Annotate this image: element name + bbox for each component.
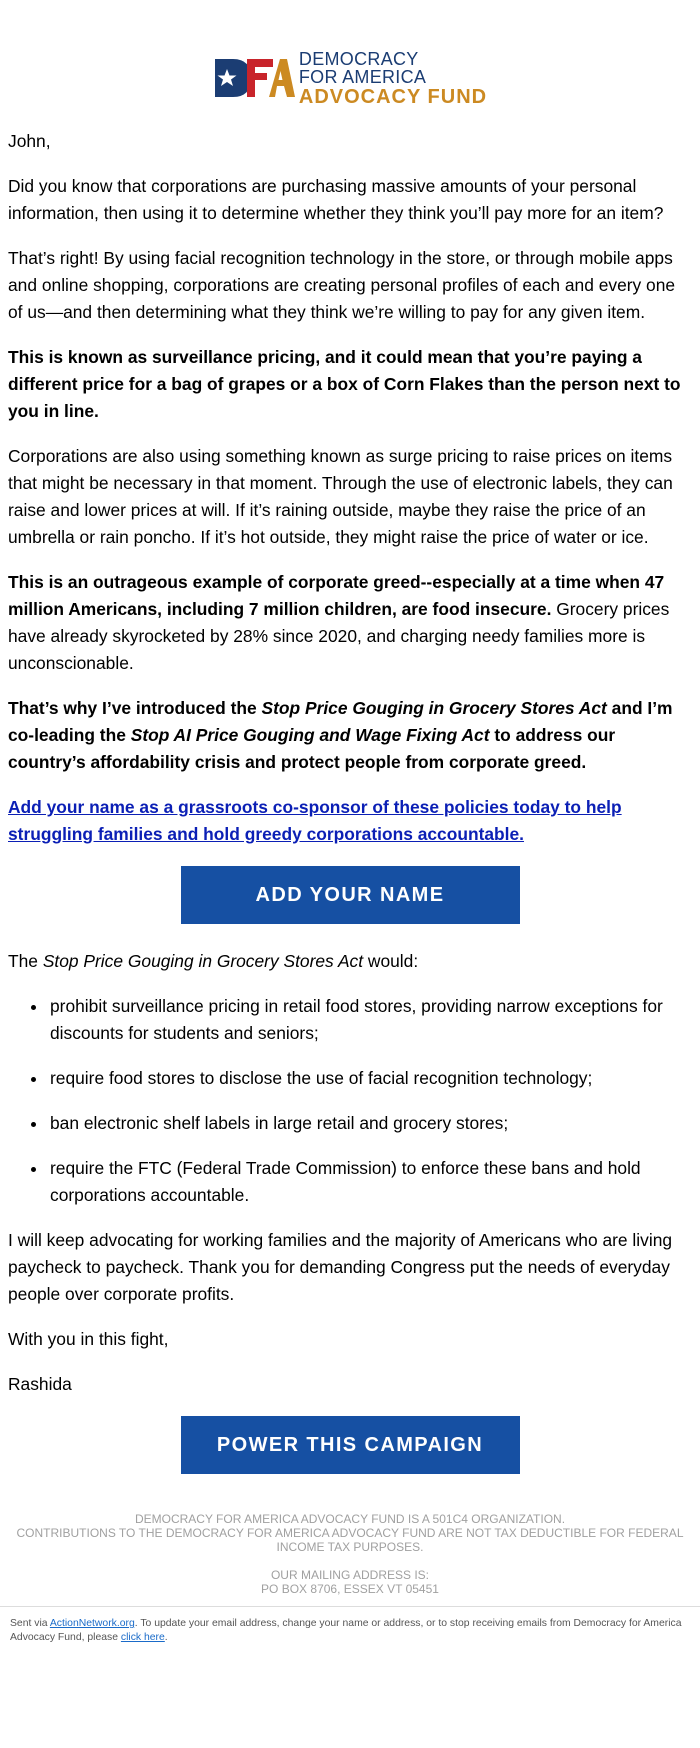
logo-line-democracy: DEMOCRACY (298, 48, 419, 69)
paragraph-7: I will keep advocating for working families and the majority of Americans who are living paycheck to paycheck. Thank you for demanding Congress put the needs of everyday people over corporate profits. (8, 1230, 673, 1304)
sent-suffix: . (164, 1632, 168, 1643)
list-item: • require food stores to disclose the use of facial recognition technology; (48, 1065, 692, 1092)
p6-text-a: That’s why I’ve introduced the (8, 698, 262, 718)
act-intro-a: The (8, 951, 43, 971)
paragraph-5-rest: Grocery prices have already skyrocketed by 28% since 2020, and charging needy families more is unconscionable. (8, 599, 670, 673)
act-intro (8, 948, 692, 975)
logo-line-for-america: FOR AMERICA (298, 66, 427, 87)
paragraph-4: Corporations are also using something known as surge pricing to raise prices on items that might be necessary in that moment. Through the use of electronic labels, they can raise and lower prices at will. If it’s raining outside, maybe they raise the price of an umbrella or rain poncho. If it’s hot outside, they might raise the price of water or ice. (8, 446, 673, 547)
signoff: With you in this fight, (8, 1329, 169, 1349)
footer-mail-address: PO BOX 8706, ESSEX VT 05451 (261, 1582, 439, 1596)
p6-text-c: and I’m co-leading the (8, 698, 673, 745)
paragraph-5 (8, 569, 692, 677)
greeting: John, (8, 131, 51, 151)
p6-act-name-1: Stop Price Gouging in Grocery Stores Act (261, 698, 607, 718)
email-body (0, 128, 700, 1474)
dfa-logo-icon (213, 53, 295, 103)
actionnetwork-link[interactable]: ActionNetwork.org (49, 1618, 135, 1629)
footer (0, 1512, 700, 1596)
footer-org-line: DEMOCRACY FOR AMERICA ADVOCACY FUND IS A 501C4 ORGANIZATION. (134, 1512, 566, 1526)
sent-via-notice (0, 1606, 700, 1655)
unsubscribe-link[interactable]: click here (120, 1632, 165, 1643)
p6-text-e: to address our country’s affordability crisis and protect people from corporate greed. (8, 725, 616, 772)
p6-act-name-2: Stop AI Price Gouging and Wage Fixing Act (130, 725, 490, 745)
header-logo[interactable] (0, 0, 700, 108)
cta-1-wrapper (8, 866, 692, 924)
cosponsor-link[interactable]: Add your name as a grassroots co-sponsor of these policies today to help struggling families and hold greedy corporations accountable. (8, 797, 622, 844)
footer-mail-label: OUR MAILING ADDRESS IS: (270, 1568, 430, 1582)
list-item: • ban electronic shelf labels in large retail and grocery stores; (48, 1110, 692, 1137)
footer-tax-line: CONTRIBUTIONS TO THE DEMOCRACY FOR AMERICA ADVOCACY FUND ARE NOT TAX DEDUCTIBLE FOR FEDERAL INCOME TAX PURPOSES. (16, 1526, 684, 1554)
act-intro-name: Stop Price Gouging in Grocery Stores Act (42, 951, 364, 971)
paragraph-1: Did you know that corporations are purchasing massive amounts of your personal information, then using it to determine whether they think you’ll pay more for an item? (8, 176, 664, 223)
list-item: • require the FTC (Federal Trade Commission) to enforce these bans and hold corporations accountable. (48, 1155, 692, 1209)
paragraph-3: This is known as surveillance pricing, and it could mean that you’re paying a different price for a bag of grapes or a box of Corn Flakes than the person next to you in line. (8, 347, 681, 421)
logo-line-advocacy-fund: ADVOCACY FUND (298, 85, 488, 108)
cta-2-wrapper (8, 1416, 692, 1474)
add-your-name-button[interactable]: ADD YOUR NAME (181, 866, 520, 924)
sent-prefix: Sent via (10, 1618, 50, 1629)
power-this-campaign-button[interactable]: POWER THIS CAMPAIGN (181, 1416, 520, 1474)
sent-middle: . To update your email address, change your name or address, or to stop receiving emails from Democracy for America Advocacy Fund, please (10, 1618, 682, 1643)
list-item: • prohibit surveillance pricing in retail food stores, providing narrow exceptions for discounts for students and seniors; (48, 993, 692, 1047)
paragraph-6 (8, 695, 692, 776)
paragraph-2: That’s right! By using facial recognition technology in the store, or through mobile apps and online shopping, corporations are creating personal profiles of each and every one of us—and then determining what they think we’re willing to pay for any given item. (8, 248, 676, 322)
cosponsor-link-paragraph (8, 794, 692, 848)
act-intro-c: would: (363, 951, 419, 971)
paragraph-5-bold: This is an outrageous example of corporate greed--especially at a time when 47 million Americans, including 7 million children, are food insecure. (8, 572, 665, 619)
signature: Rashida (8, 1374, 72, 1394)
act-provisions-list (8, 993, 692, 1209)
